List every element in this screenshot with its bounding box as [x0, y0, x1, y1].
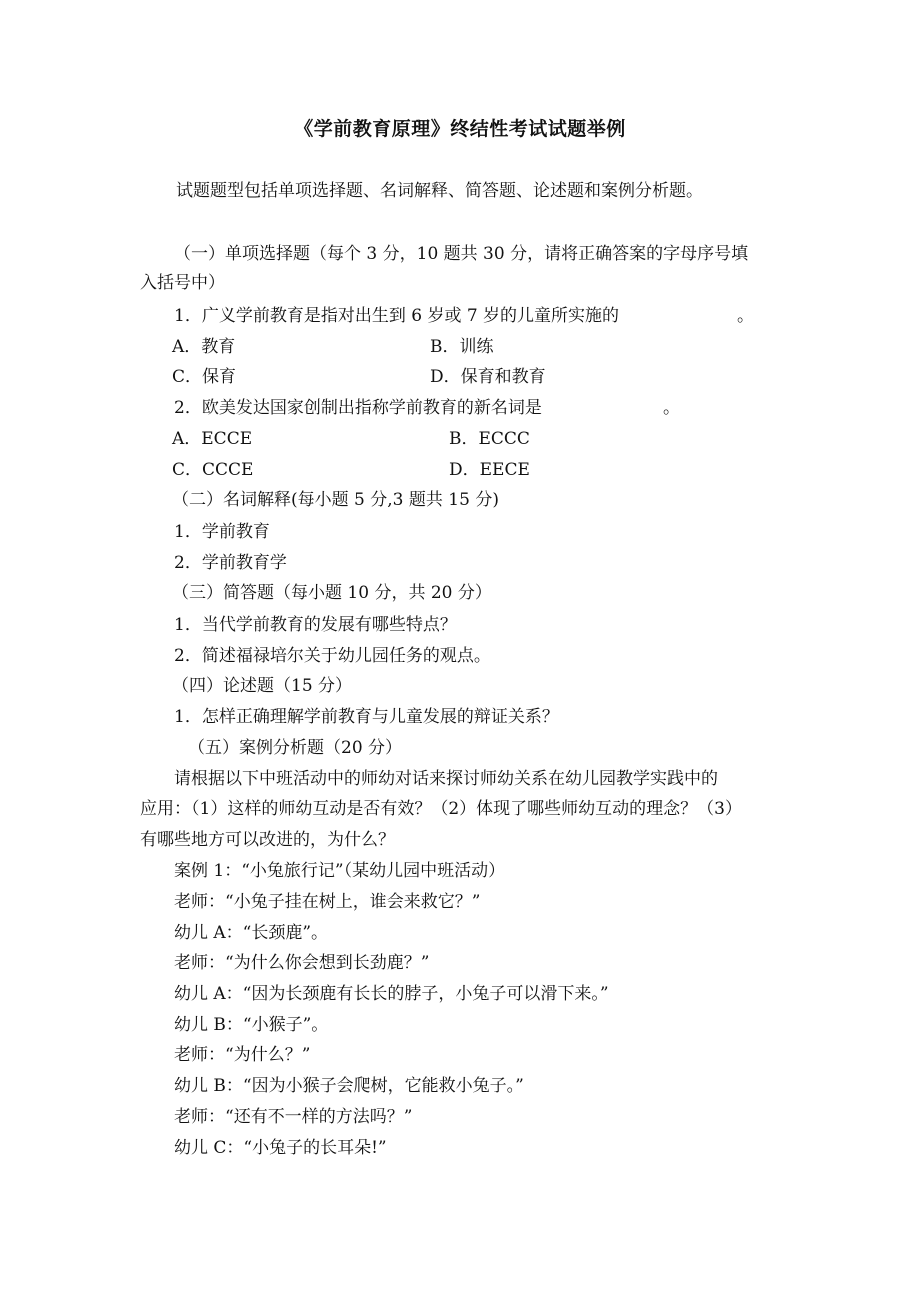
- option-a: A．ECCE: [172, 429, 253, 449]
- question-1-end: 。: [737, 306, 754, 326]
- section2-heading: （二）名词解释(每小题 5 分,3 题共 15 分): [172, 490, 499, 510]
- section1-heading-cont: 入括号中）: [140, 273, 225, 293]
- question-2-end: 。: [663, 398, 680, 418]
- option-c: C．CCCE: [172, 460, 254, 480]
- option-a: A．教育: [172, 337, 236, 357]
- dialogue-line: 老师：“还有不一样的方法吗？”: [174, 1107, 413, 1127]
- dialogue-line: 幼儿 B：“小猴子”。: [174, 1015, 329, 1035]
- case-prompt-line-1: 请根据以下中班活动中的师幼对话来探讨师幼关系在幼儿园教学实践中的: [174, 769, 718, 789]
- dialogue-line: 老师：“为什么？”: [174, 1045, 311, 1065]
- page-title: 《学前教育原理》终结性考试试题举例: [294, 118, 626, 140]
- dialogue-line: 老师：“为什么你会想到长劲鹿？”: [174, 953, 430, 973]
- section3-item-1: 1．当代学前教育的发展有哪些特点？: [174, 615, 457, 635]
- option-d: D．保育和教育: [430, 367, 546, 387]
- option-b: B．训练: [430, 337, 494, 357]
- section1-heading: （一）单项选择题（每个 3 分，10 题共 30 分，请将正确答案的字母序号填: [174, 244, 749, 264]
- case-title: 案例 1：“小兔旅行记”（某幼儿园中班活动）: [174, 861, 506, 881]
- section4-item-1: 1．怎样正确理解学前教育与儿童发展的辩证关系？: [174, 707, 559, 727]
- intro-text: 试题题型包括单项选择题、名词解释、简答题、论述题和案例分析题。: [176, 181, 703, 201]
- section4-heading: （四）论述题（15 分）: [172, 676, 353, 696]
- dialogue-line: 幼儿 A：“长颈鹿”。: [174, 923, 329, 943]
- section3-heading: （三）简答题（每小题 10 分，共 20 分）: [172, 583, 492, 603]
- dialogue-line: 老师：“小兔子挂在树上，谁会来救它？”: [174, 892, 481, 912]
- option-d: D．EECE: [449, 460, 530, 480]
- case-prompt-line-2: 应用：（1）这样的师幼互动是否有效？（2）体现了哪些师幼互动的理念？（3）: [140, 799, 742, 819]
- option-b: B．ECCC: [449, 429, 530, 449]
- section3-item-2: 2．简述福禄培尔关于幼儿园任务的观点。: [174, 646, 491, 666]
- section2-item-2: 2．学前教育学: [174, 553, 287, 573]
- question-2: 2．欧美发达国家创制出指称学前教育的新名词是: [174, 398, 542, 418]
- section2-item-1: 1．学前教育: [174, 522, 270, 542]
- question-1: 1．广义学前教育是指对出生到 6 岁或 7 岁的儿童所实施的: [174, 306, 620, 326]
- section5-heading: （五）案例分析题（20 分）: [188, 738, 403, 758]
- option-c: C．保育: [172, 367, 237, 387]
- dialogue-line: 幼儿 C：“小兔子的长耳朵!”: [174, 1138, 387, 1158]
- case-prompt-line-3: 有哪些地方可以改进的，为什么？: [140, 830, 395, 850]
- dialogue-line: 幼儿 B：“因为小猴子会爬树，它能救小兔子。”: [174, 1076, 524, 1096]
- dialogue-line: 幼儿 A：“因为长颈鹿有长长的脖子，小兔子可以滑下来。”: [174, 984, 609, 1004]
